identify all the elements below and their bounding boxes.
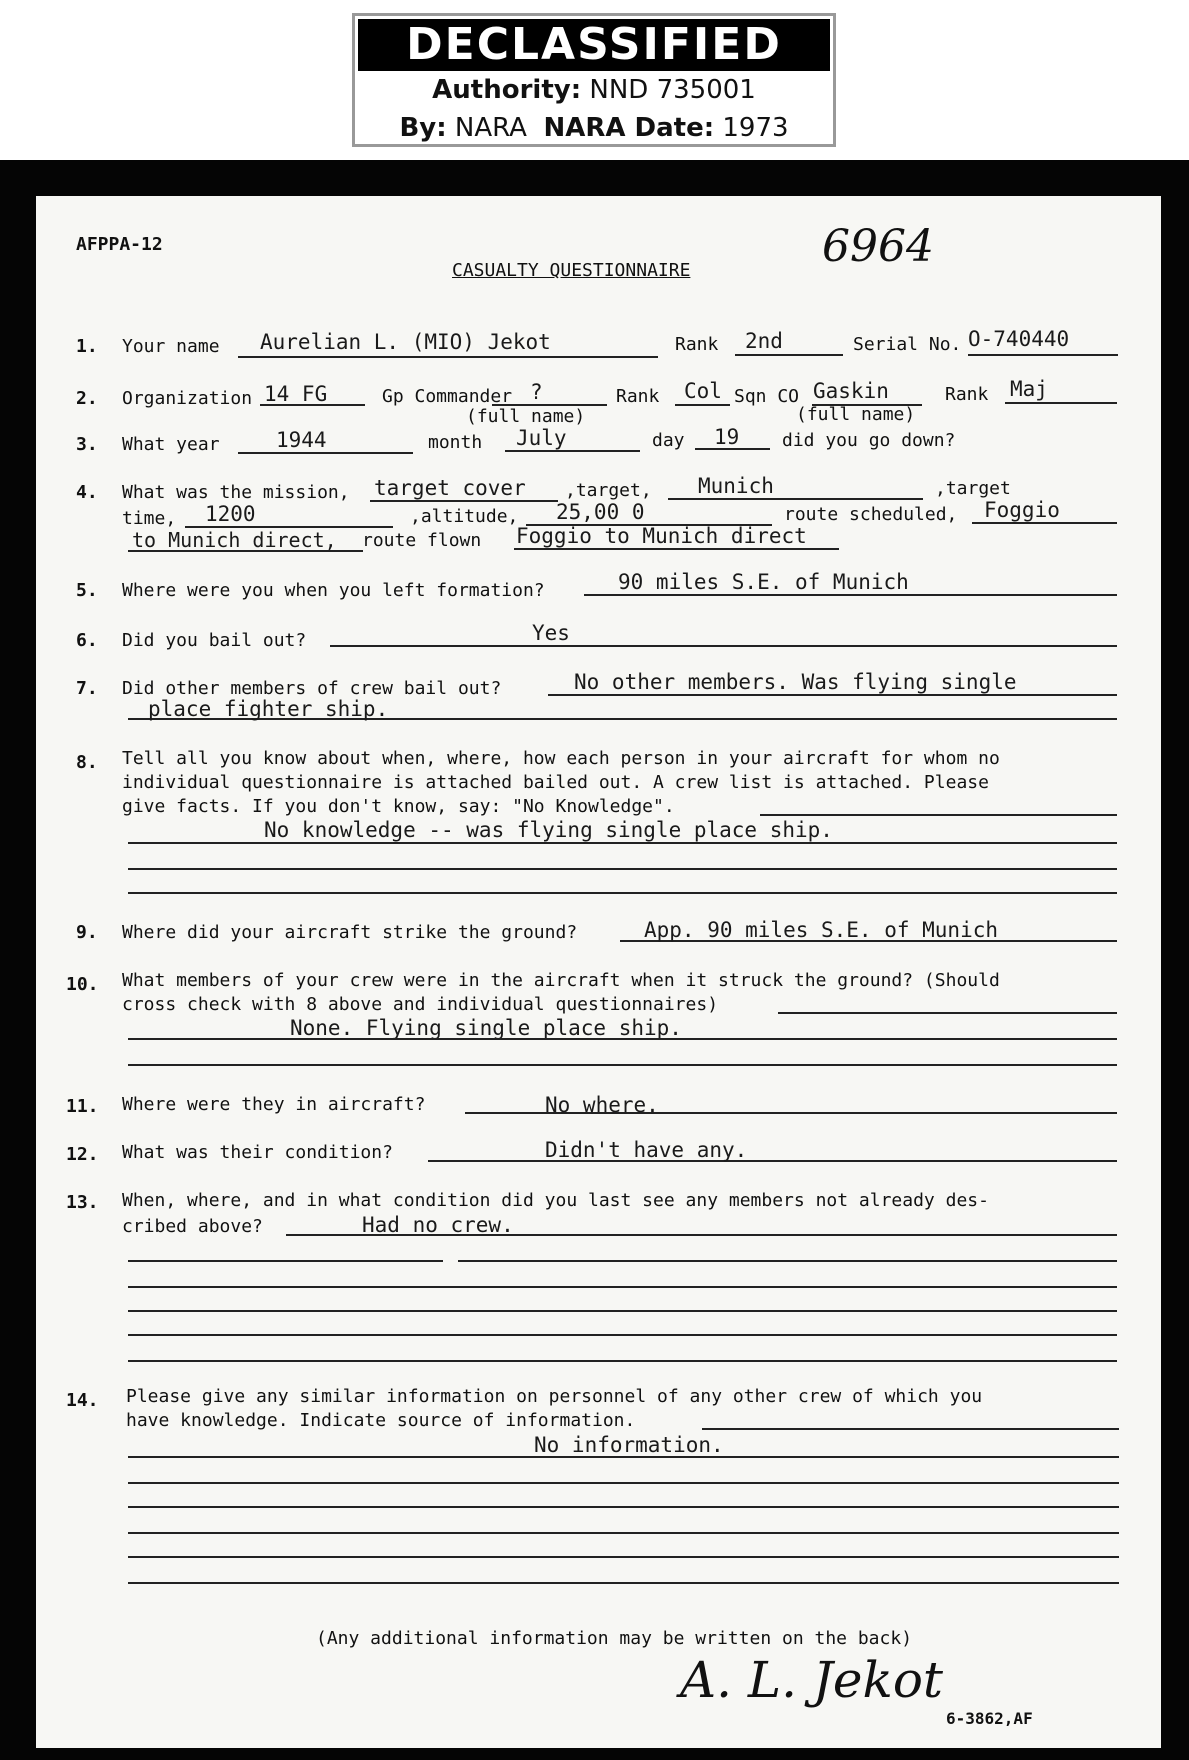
q4-time-answer: 1200: [205, 502, 256, 526]
q4-route-label: route scheduled,: [784, 504, 958, 525]
q3-month-answer: July: [516, 426, 567, 450]
q9-label: Where did your aircraft strike the ground?: [122, 922, 578, 943]
q1-serial-answer: O-740440: [968, 327, 1070, 351]
q5-number: 5.: [76, 580, 98, 601]
q3-tail-label: did you go down?: [782, 430, 956, 451]
q2-gp-rank-answer: Col: [684, 379, 722, 403]
handwritten-number: 6964: [822, 221, 934, 272]
q12-label: What was their condition?: [122, 1142, 393, 1163]
q2-gp-answer: ?: [530, 380, 543, 404]
q4-label: What was the mission,: [122, 482, 350, 503]
q3-label: What year: [122, 434, 220, 455]
q2-fullname-caption-1: (full name): [466, 406, 586, 427]
q1-label: Your name: [122, 336, 220, 357]
q2-fullname-caption-2: (full name): [796, 404, 916, 425]
q4-flown-label: route flown: [362, 530, 482, 551]
form-code: 6-3862,AF: [946, 1709, 1033, 1728]
q10-text-line1: What members of your crew were in the aircraft when it struck the ground? (Should: [122, 970, 1000, 991]
q2-org-answer: 14 FG: [264, 382, 328, 406]
q2-rank2-label: Rank: [945, 384, 989, 405]
q4-route-answer-a: Foggio: [984, 498, 1060, 522]
q3-number: 3.: [76, 434, 98, 455]
q7-label: Did other members of crew bail out?: [122, 678, 502, 699]
q13-answer: Had no crew.: [362, 1213, 514, 1237]
q4-time-label: time,: [122, 508, 177, 529]
q2-number: 2.: [76, 388, 98, 409]
q5-answer: 90 miles S.E. of Munich: [618, 570, 909, 594]
q4-target-answer: Munich: [698, 474, 774, 498]
q2-rank-label: Rank: [616, 386, 660, 407]
q4-altitude-label: ,altitude,: [410, 506, 519, 527]
q6-answer: Yes: [532, 621, 570, 645]
q4-flown-answer: Foggio to Munich direct: [516, 524, 807, 548]
q1-rank-label: Rank: [675, 334, 719, 355]
q13-text-line1: When, where, and in what condition did you last see any members not already des-: [122, 1190, 989, 1211]
q2-sqn-label: Sqn CO: [734, 386, 800, 407]
q4-mission-answer: target cover: [374, 476, 526, 500]
form-title: CASUALTY QUESTIONNAIRE: [452, 260, 691, 281]
q8-number: 8.: [76, 752, 98, 773]
q12-answer: Didn't have any.: [545, 1138, 748, 1162]
q1-serial-label: Serial No.: [853, 334, 962, 355]
q5-label: Where were you when you left formation?: [122, 580, 545, 601]
q9-answer: App. 90 miles S.E. of Munich: [644, 918, 999, 942]
q8-text-line2: individual questionnaire is attached bailed out. A crew list is attached. Please: [122, 772, 989, 793]
q2-sqn-rank-answer: Maj: [1010, 377, 1048, 401]
q3-day-answer: 19: [714, 425, 740, 449]
q10-number: 10.: [66, 974, 99, 995]
stamp-title: DECLASSIFIED: [358, 19, 830, 71]
q2-gp-label: Gp Commander: [382, 386, 513, 407]
q14-text-line1: Please give any similar information on personnel of any other crew of which you: [126, 1386, 983, 1407]
q1-rank-answer: 2nd: [745, 329, 783, 353]
q3-month-label: month: [428, 432, 483, 453]
q11-number: 11.: [66, 1096, 99, 1117]
q4-route-answer-b: to Munich direct,: [132, 528, 337, 552]
q13-text-line2: cribed above?: [122, 1216, 263, 1237]
q14-text-line2: have knowledge. Indicate source of information.: [126, 1410, 636, 1431]
q6-number: 6.: [76, 630, 98, 651]
q8-answer: No knowledge -- was flying single place ship.: [264, 818, 833, 842]
q4-target-time-label: ,target: [935, 478, 1011, 499]
q4-altitude-answer: 25,00 0: [556, 500, 645, 524]
q2-label: Organization: [122, 388, 253, 409]
q4-target-label: ,target,: [565, 480, 652, 501]
stamp-by: By: NARA NARA Date: 1973: [399, 113, 789, 143]
q2-sqn-answer: Gaskin: [813, 379, 889, 403]
q9-number: 9.: [76, 922, 98, 943]
q11-answer: No where.: [545, 1093, 659, 1117]
q14-answer: No information.: [534, 1433, 724, 1457]
q3-day-label: day: [652, 430, 685, 451]
q4-number: 4.: [76, 482, 98, 503]
q11-label: Where were they in aircraft?: [122, 1094, 426, 1115]
q3-year-answer: 1944: [276, 428, 327, 452]
q14-number: 14.: [66, 1390, 99, 1411]
signature: A. L. Jekot: [680, 1651, 944, 1709]
footer-note: (Any additional information may be written on the back): [316, 1628, 913, 1649]
q7-number: 7.: [76, 678, 98, 699]
q1-number: 1.: [76, 336, 98, 357]
form-id: AFPPA-12: [76, 234, 163, 255]
q6-label: Did you bail out?: [122, 630, 307, 651]
declassified-stamp: [352, 13, 836, 147]
q8-text-line1: Tell all you know about when, where, how each person in your aircraft for whom no: [122, 748, 1000, 769]
q7-answer-a: No other members. Was flying single: [574, 670, 1017, 694]
q12-number: 12.: [66, 1144, 99, 1165]
q10-answer: None. Flying single place ship.: [290, 1016, 682, 1040]
q7-answer-b: place fighter ship.: [148, 697, 389, 721]
q1-name-answer: Aurelian L. (MIO) Jekot: [260, 330, 551, 354]
stamp-authority: Authority: NND 735001: [432, 75, 756, 105]
q10-text-line2: cross check with 8 above and individual questionnaires): [122, 994, 719, 1015]
q8-text-line3: give facts. If you don't know, say: "No Knowledge".: [122, 796, 675, 817]
q13-number: 13.: [66, 1192, 99, 1213]
